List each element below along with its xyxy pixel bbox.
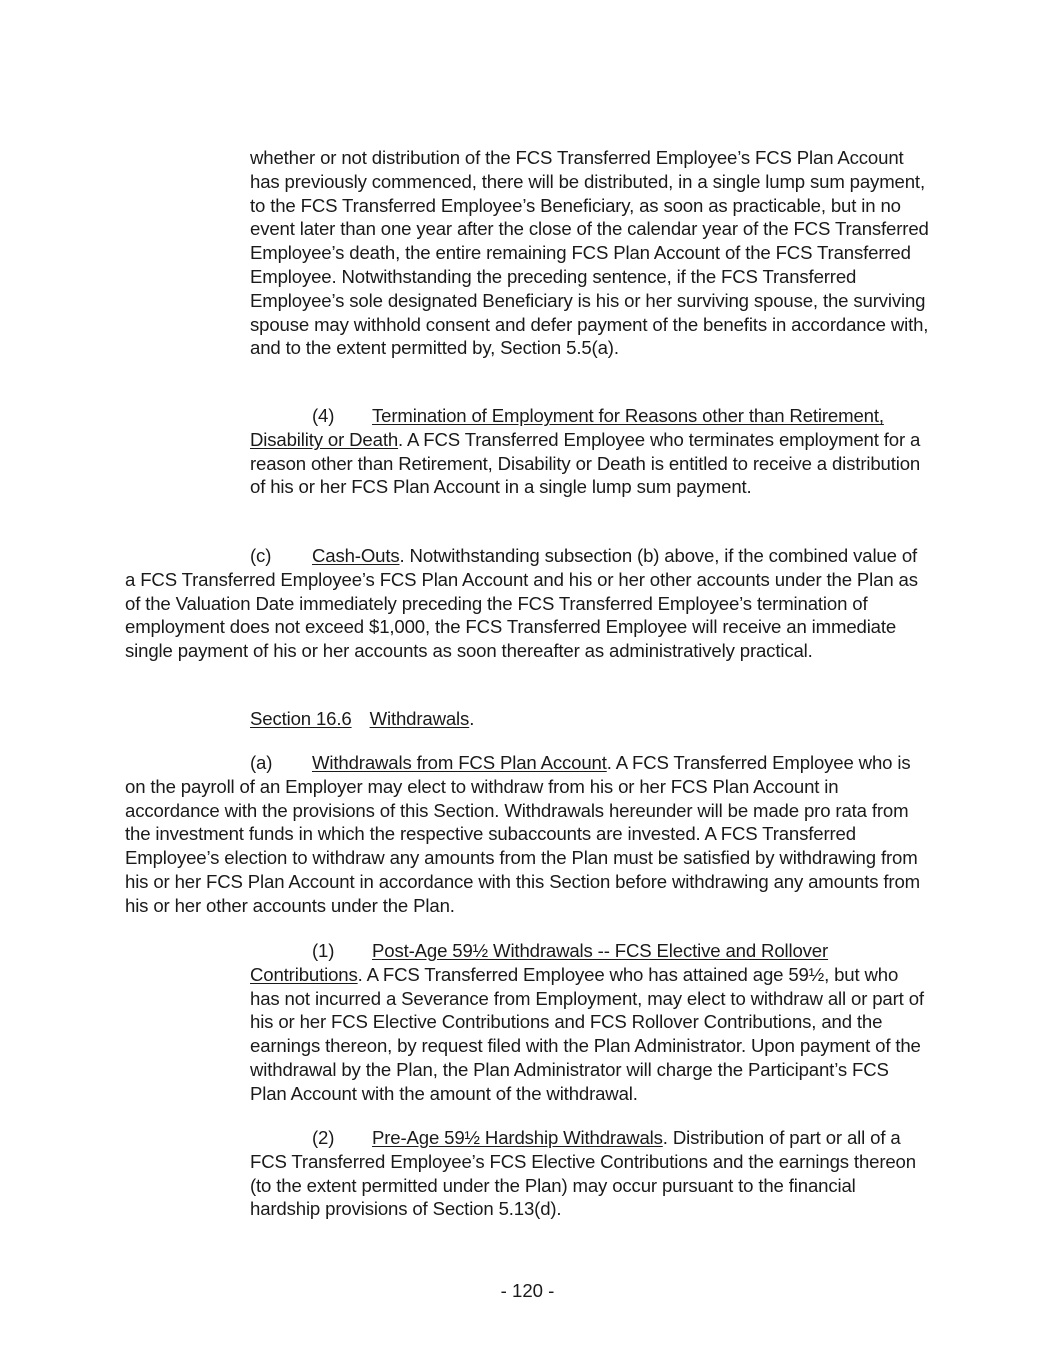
paragraph-heading: Pre-Age 59½ Hardship Withdrawals [372, 1127, 663, 1148]
paragraph-text: whether or not distribution of the FCS Transferred Employee’s FCS Plan Account has previously commenced, there will be distributed, in a single lump sum payment, to the FCS Transferred Employee’s Beneficiary, as soon as practicable, but in no event later than one year after the close of the calendar year of the FCS Transferred Employee’s death, the entire remaining FCS Plan Account of the FCS Transferred Employee. Notwithstanding the preceding sentence, if the FCS Transferred Employee’s sole designated Beneficiary is his or her surviving spouse, the surviving spouse may withhold consent and defer payment of the benefits in accordance with, and to the extent permitted by, Section 5.5(a). [250, 147, 929, 359]
paragraph-withdrawals-from-account [125, 751, 930, 918]
paragraph-text: . Distribution of part or all of a FCS Transferred Employee’s FCS Elective Contributions and the earnings thereon (to the extent permitted under the Plan) may occur pursuant to the financial hardship provisions of Section 5.13(d). [250, 1127, 916, 1220]
paragraph-label: (c) [250, 545, 272, 566]
paragraph-label: (4) [312, 405, 335, 426]
paragraph-label: (2) [312, 1127, 335, 1148]
paragraph-heading: Post-Age 59½ Withdrawals -- FCS Elective and Rollover Contributions [250, 940, 829, 985]
paragraph-text: . A FCS Transferred Employee who terminates employment for a reason other than Retirement, Disability or Death is entitled to receive a distribution of his or her FCS Plan Account in a single lump sum payment. [250, 428, 921, 498]
paragraph-heading: Termination of Employment for Reasons other than Retirement, Disability or Death [250, 405, 884, 450]
section-heading [250, 707, 930, 731]
section-title: Withdrawals [369, 708, 470, 729]
paragraph-text: . Notwithstanding subsection (b) above, if the combined value of a FCS Transferred Employee’s FCS Plan Account and his or her other accounts under the Plan as of the Valuation Date immediately preceding the FCS Transferred Employee’s termination of employment does not exceed $1,000, the FCS Transferred Employee will receive an immediate single payment of his or her accounts as soon thereafter as administratively practical. [125, 545, 918, 662]
paragraph-text: . A FCS Transferred Employee who is on the payroll of an Employer may elect to withdraw from his or her FCS Plan Account in accordance with the provisions of this Section. Withdrawals hereunder will be made pro rata from the investment funds in which the respective subaccounts are invested. A FCS Transferred Employee’s election to withdraw any amounts from the Plan must be satisfied by withdrawing from his or her FCS Plan Account in accordance with this Section before withdrawing any amounts from his or her other accounts under the Plan. [125, 752, 920, 916]
paragraph-heading: Cash-Outs [312, 545, 400, 566]
paragraph-label: (a) [250, 752, 273, 773]
page-number: - 120 - [500, 1280, 555, 1301]
section-number: Section 16.6 [250, 708, 352, 729]
paragraph-text: . A FCS Transferred Employee who has attained age 59½, but who has not incurred a Severance from Employment, may elect to withdraw all or part of his or her FCS Elective Contributions and FCS Rollover Contributions, and the earnings thereon, by request filed with the Plan Administrator. Upon payment of the withdrawal by the Plan, the Plan Administrator will charge the Participant’s FCS Plan Account with the amount of the withdrawal. [250, 963, 924, 1104]
section-title-suffix: . [469, 708, 475, 729]
paragraph-cash-outs [125, 544, 930, 663]
paragraph-termination [250, 404, 930, 499]
paragraph-post-age-withdrawals [250, 939, 930, 1106]
paragraph-label: (1) [312, 940, 335, 961]
paragraph-death-distribution [250, 146, 930, 360]
paragraph-heading: Withdrawals from FCS Plan Account [312, 752, 607, 773]
paragraph-hardship-withdrawals [250, 1126, 930, 1221]
